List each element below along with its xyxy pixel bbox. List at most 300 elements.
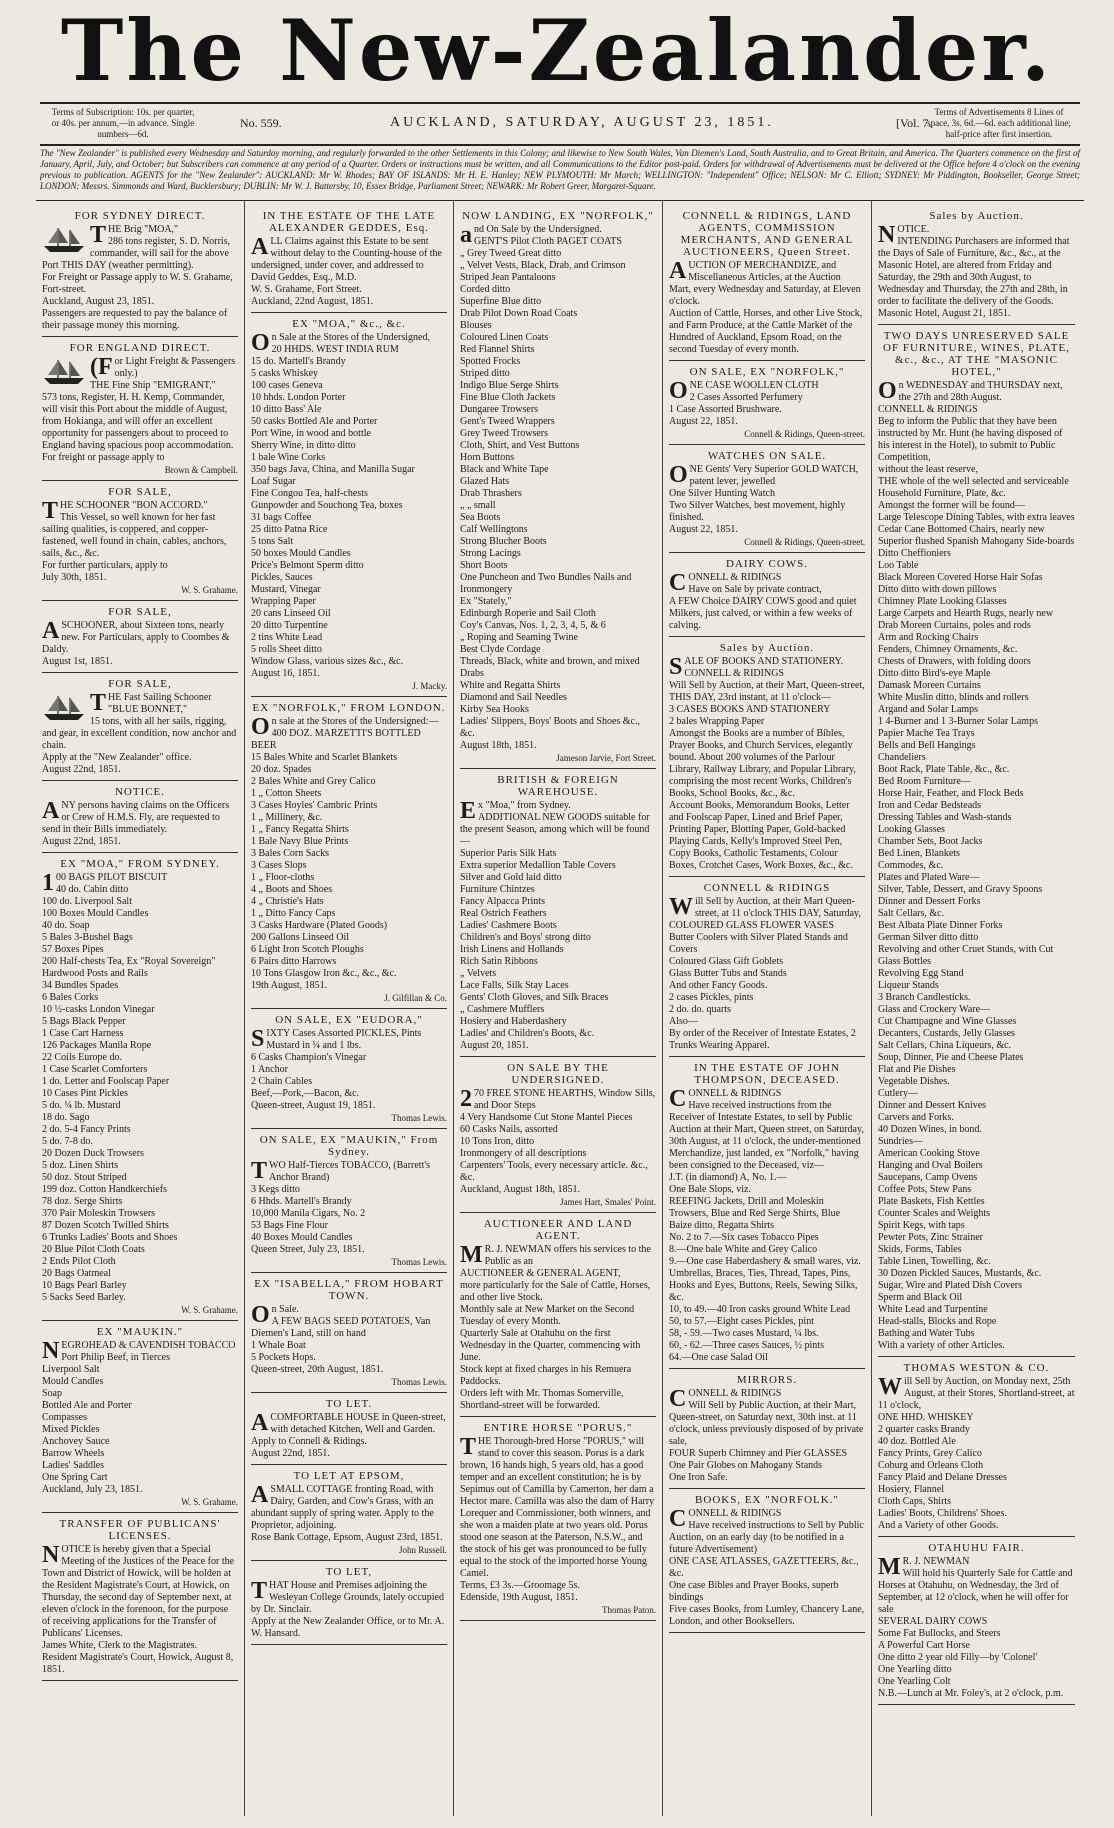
advertisement <box>460 1417 656 1621</box>
advertisement-line: ASCHOONER, about Sixteen tons, nearly new. For Particulars, apply to Coombes & Daldy. <box>42 618 230 655</box>
advertisement <box>251 1009 447 1129</box>
advertisement-line: Auckland, 22nd August, 1851. <box>251 296 374 307</box>
advertisement-line: 4 Very Handsome Cut Stone Mantel Pieces <box>460 1112 633 1123</box>
advertisement-heading: Sales by Auction. <box>929 210 1024 222</box>
advertisement-heading: WATCHES ON SALE. <box>707 450 827 462</box>
advertisement-heading: BOOKS, EX "NORFOLK." <box>695 1494 839 1506</box>
advertiser-signature: Connell & Ridings, Queen-street. <box>744 537 865 547</box>
advertisement-line: One Silver Hunting Watch <box>669 488 775 499</box>
advertisement-line: NOTICE is hereby given that a Special Meeting of the Justices of the Peace for the Town and District of Howick, will be holden at the Resident Magistrate's Court, at Howick, on Thursday, the second day of September next, at eleven o'clock in the forenoon, for the purpose of receiving applications for the Transfer of Publicans' Licenses. <box>42 1542 235 1639</box>
advertisement-line: Ex "Moa," from Sydney. <box>460 798 571 824</box>
advertisement-line: Fine Blue Cloth Jackets <box>460 392 556 403</box>
advertisement-line: 100 cases Geneva <box>251 380 323 391</box>
advertisement-heading: DAIRY COWS. <box>725 558 809 570</box>
advertiser-signature: W. S. Grahame. <box>181 585 238 595</box>
advertisement-line: 5 Bags Black Pepper <box>42 1016 126 1027</box>
advertisement-line: Ditto ditto with down pillows <box>878 584 997 595</box>
advertisement-line: Apply at the New Zealander Office, or to Mr. A. W. Hansard. <box>251 1616 445 1639</box>
advertisement-line: Account Books, Memorandum Books, Letter and Foolscap Paper, Lined and Brief Paper, Printing Paper, Blotting Paper, Gold-backed Playing Cards, Kelly's Improved Steel Pen, Copy Books, Catholic Testaments, Colour Boxes, Crotchet Cases, Work Boxes, &c., &c. <box>669 800 853 871</box>
advertisement <box>42 205 238 337</box>
advertisement-line: Hosiery, Flannel <box>878 1484 945 1495</box>
advertisement <box>878 205 1075 325</box>
advertisement-heading: MIRRORS. <box>736 1374 798 1386</box>
advertisement-line: A FEW BAGS SEED POTATOES, Van Diemen's Land, still on hand <box>251 1316 431 1339</box>
advertisement-line: Stock kept at fixed charges in his Remuera Paddocks. <box>460 1364 632 1387</box>
advertisement-heading: THOMAS WESTON & CO. <box>903 1362 1050 1374</box>
advertisement-line: 8.—One bale White and Grey Calico <box>669 1244 818 1255</box>
advertisement-line: SEVERAL DAIRY COWS <box>878 1616 988 1627</box>
issue-number: No. 559. <box>240 116 282 130</box>
advertisement-line: Vegetable Dishes. <box>878 1076 950 1087</box>
advertisement-line: Horse Hair, Feather, and Flock Beds <box>878 788 1024 799</box>
advertisement-line: 2 cases Pickles, pints <box>669 992 754 1003</box>
advertisement-line: Monthly sale at New Market on the Second Tuesday of every Month. <box>460 1304 635 1327</box>
advertisement-line: Will Sell by Auction, at their Mart, Queen-street, THIS DAY, 23rd instant, at 11 o'clock— <box>669 680 865 703</box>
advertisement-line: Dungaree Trowsers <box>460 404 539 415</box>
advertisement-line: ONE CASE WOOLLEN CLOTH <box>669 378 819 404</box>
advertisement <box>460 769 656 1057</box>
advertisement-line: NEGROHEAD & CAVENDISH TOBACCO <box>42 1338 236 1364</box>
advertisement-line: 57 Boxes Pipes <box>42 944 104 955</box>
advertisement-line: THE Thorough-bred Horse "PORUS," will stand to cover this season. Porus is a dark brown, 16 hands high, 5 years old, has a good temper and an excellent constitution; he is by Sepimus out of Camilla by Camerton, her dam a Hector mare. Camilla was also the dam of Harry Lorequer and Commissioner, both winners, and she won a maiden plate at two years old. Porus stood one season at the Paterson, N.S.W., and the stock of his get was pronounced to be fully equal to the stock of the imported horse Young Camel. <box>460 1434 655 1579</box>
advertisement-line: Diamond and Sail Needles <box>460 692 567 703</box>
advertisement-line: 350 bags Java, China, and Manilla Sugar <box>251 464 415 475</box>
advertisement-line: James White, Clerk to the Magistrates. <box>42 1640 198 1651</box>
advertisement-heading: FOR ENGLAND DIRECT. <box>69 342 211 354</box>
advertisement-line: One Pair Globes on Mahogany Stands <box>669 1460 823 1471</box>
advertisement-line: 50 casks Bottled Ale and Porter <box>251 416 378 427</box>
advertisement-line: Wrapping Paper <box>251 596 316 607</box>
advertisement-line: Commodes, &c. <box>878 860 944 871</box>
advertisement-line: 4 „ Boots and Shoes <box>251 884 333 895</box>
advertisement-line: Will Sell by Auction, on Monday next, 25th August, at their Stores, Shortland-street, at 11 o'clock, <box>878 1374 1075 1411</box>
advertisement-line: ONE CASE ATLASSES, GAZETTEERS, &c., &c. <box>669 1556 859 1579</box>
advertisement-line: 10 hhds. London Porter <box>251 392 346 403</box>
advertisement-line: 40 doz. Bottled Ale <box>878 1436 956 1447</box>
advertisement-line: 1 Case Assorted Brushware. <box>669 404 782 415</box>
advertisement-line: 3 Branch Candlesticks. <box>878 992 971 1003</box>
advertiser-signature: J. Macky. <box>412 681 447 691</box>
advertisement-line: ANY persons having claims on the Officers or Crew of H.M.S. Fly, are requested to send in their Bills immediately. <box>42 798 230 835</box>
advertisement-line: 18 do. Sago <box>42 1112 90 1123</box>
advertisement-line: Compasses <box>42 1412 87 1423</box>
advertisement-line: 10 Cases Pint Pickles <box>42 1088 128 1099</box>
advertisement-line: Ladies' Slippers, Boys' Boots and Shoes &c., &c. <box>460 716 640 739</box>
advertisement-line: Arm and Rocking Chairs <box>878 632 979 643</box>
advertisement-line: Will hold his Quarterly Sale for Cattle and Horses at Otahuhu, on Wednesday, the 3rd of September, at 12 o'clock, when he will offer for sale <box>878 1568 1073 1615</box>
subscription-terms: Terms of Subscription: 10s. per quarter, or 40s. per annum,—in advance. Single numbers—6d. <box>51 107 195 139</box>
advertisement-line: One Yearling Colt <box>878 1676 951 1687</box>
advertisement-line: ASMALL COTTAGE fronting Road, with Dairy, Garden, and Cow's Grass, with an abundant supply of spring water. Apply to the Proprietor, adjoining. <box>251 1482 434 1531</box>
advertisement-line: Have received instructions from the Receiver of Intestate Estates, to sell by Public Auction at their Mart, Queen street, on Saturday, 30th August, at 11 o'clock, the under-mentioned Merchandize, just landed, ex "Norfolk," having been consigned to the Deceased, viz— <box>669 1100 864 1171</box>
advertisement-line: AUCTION OF MERCHANDIZE, and Miscellaneous Articles, at the Auction Mart, every Wednesday and Saturday, at Eleven o'clock. <box>669 258 861 307</box>
advertisement <box>460 1057 656 1213</box>
advertisement-heading: ON SALE, EX "EUDORA," <box>275 1014 423 1026</box>
advertisement-line: Resident Magistrate's Court, Howick, August 8, 1851. <box>42 1652 234 1675</box>
advertisement-line: 20 Blue Pilot Cloth Coats <box>42 1244 145 1255</box>
advertisement-line: Dinner and Dessert Knives <box>878 1100 987 1111</box>
advertisement-line: 6 Hhds. Martell's Brandy <box>251 1196 352 1207</box>
advertisement-line: For further particulars, apply to <box>42 560 168 571</box>
advertisement-line: 64.—One case Salad Oil <box>669 1352 768 1363</box>
advertisement-line: Striped ditto <box>460 368 510 379</box>
advertisement-line: Mixed Pickles <box>42 1424 100 1435</box>
advertisement <box>251 205 447 313</box>
advertisement-heading: EX "NORFOLK," FROM LONDON. <box>252 702 446 714</box>
advertisement-line: Lace Falls, Silk Stay Laces <box>460 980 569 991</box>
advertisement-line: Some Fat Bullocks, and Steers <box>878 1628 1001 1639</box>
volume-number: [Vol. 7. <box>896 116 932 130</box>
advertisement-line: 126 Packages Manila Rope <box>42 1040 152 1051</box>
advertisement-line: GENT'S Pilot Cloth PAGET COATS <box>474 236 622 247</box>
advertisement-line: 5 Sacks Seed Barley. <box>42 1292 126 1303</box>
advertisement-line: 2 Chain Cables <box>251 1076 313 1087</box>
advertisement-line: 100 Boxes Mould Candles <box>42 908 149 919</box>
advertisement-line: Coburg and Orleans Cloth <box>878 1460 984 1471</box>
advertisement-line: Boot Rack, Plate Table, &c., &c. <box>878 764 1010 775</box>
advertisement-line: On Sale. <box>251 1302 299 1328</box>
advertisement-line: Window Glass, various sizes &c., &c. <box>251 656 404 667</box>
advertisement-line: Sherry Wine, in ditto ditto <box>251 440 356 451</box>
advertisement-line: Sea Boots <box>460 512 501 523</box>
advertisement-line: Price's Belmont Sperm ditto <box>251 560 364 571</box>
advertisement-line: 2 Bales White and Grey Calico <box>251 776 376 787</box>
newspaper-title: The New-Zealander. <box>60 1 1054 100</box>
advertisement-line: Revolving Egg Stand <box>878 968 964 979</box>
advertisement-line: CONNELL & RIDINGS <box>669 1086 782 1112</box>
advertisement <box>460 205 656 769</box>
advertisement-line: August 22nd, 1851. <box>42 836 121 847</box>
advertisement-line: 20 HHDS. WEST INDIA RUM <box>271 344 399 355</box>
advertisement-line: Coloured Linen Coats <box>460 332 549 343</box>
advertisement-line: August 22, 1851. <box>669 524 738 535</box>
advertisement-line: Bathing and Water Tubs <box>878 1328 975 1339</box>
advertisement-line: August 22nd, 1851. <box>42 764 121 775</box>
dateline: AUCKLAND, SATURDAY, AUGUST 23, 1851. <box>390 115 774 130</box>
advertisement-line: 40 Boxes Mould Candles <box>251 1232 353 1243</box>
advertisement-line: CONNELL & RIDINGS <box>669 1506 782 1532</box>
advertisement-heading: EX "ISABELLA," FROM HOBART TOWN. <box>254 1278 444 1302</box>
advertisement <box>669 553 865 637</box>
advertisement-line: COLOURED GLASS FLOWER VASES <box>669 920 834 931</box>
advertiser-signature: Thomas Lewis. <box>391 1377 447 1387</box>
advertisement-line: 1 4-Burner and 1 3-Burner Solar Lamps <box>878 716 1038 727</box>
advertisement-line: 20 Dozen Duck Trowsers <box>42 1148 144 1159</box>
ship-icon <box>42 694 86 722</box>
advertisement-line: Large Telescope Dining Tables, with extra leaves <box>878 512 1075 523</box>
advertisement-line: Dressing Tables and Wash-stands <box>878 812 1012 823</box>
advertisement-line: Will Sell by Public Auction, at their Mart, Queen-street, on Saturday next, 30th inst. at 11 o'clock, unless previously disposed of by private sale, <box>669 1400 864 1447</box>
advertisement-line: Gent's Tweed Wrappers <box>460 416 555 427</box>
advertiser-signature: Thomas Paton. <box>602 1605 656 1615</box>
advertisement-line: Black Moreen Covered Horse Hair Sofas <box>878 572 1043 583</box>
advertisement-line: 5 doz. Linen Shirts <box>42 1160 119 1171</box>
advertisement-line: 199 doz. Cotton Handkerchiefs <box>42 1184 167 1195</box>
advertisement-line: Rich Satin Ribbons <box>460 956 538 967</box>
advertisement-line: SALE OF BOOKS AND STATIONERY. <box>669 654 844 680</box>
advertisement-line: Bed Linen, Blankets <box>878 848 960 859</box>
advertisement-line: Fancy Alpacca Prints <box>460 896 545 907</box>
advertisement-line: 20 Bags Oatmeal <box>42 1268 111 1279</box>
advertisement-line: 1 „ Fancy Regatta Shirts <box>251 824 349 835</box>
advertisement-line: 3 CASES BOOKS AND STATIONERY <box>669 704 831 715</box>
advertisement-line: „ Velvets <box>460 968 497 979</box>
advertisement-line: Extra superior Medallion Table Covers <box>460 860 616 871</box>
advertisement-line: Superior Paris Silk Hats <box>460 848 557 859</box>
advertisement-line: Soap <box>42 1388 62 1399</box>
advertisement-heading: Sales by Auction. <box>719 642 815 654</box>
advertisement-line: Drab Pilot Down Road Coats <box>460 308 578 319</box>
advertisement-line: Cloth, Shirt, and Vest Buttons <box>460 440 580 451</box>
advertiser-signature: Connell & Ridings, Queen-street. <box>744 429 865 439</box>
advertisement-line: NOTICE. <box>878 222 930 248</box>
advertisement-heading: TO LET. <box>325 1398 373 1410</box>
advertisement-line: ONE Gents' Very Superior GOLD WATCH, patent lever, jewelled <box>669 462 859 488</box>
advertisement-line: 2 quarter casks Brandy <box>878 1424 970 1435</box>
advertisement-line: One ditto 2 year old Filly—by 'Colonel' <box>878 1652 1038 1663</box>
advertisement-line: and On Sale by the Undersigned. <box>460 222 602 248</box>
advertisement-line: without the least reserve, <box>878 464 978 475</box>
advertisement-line: 22 Coils Europe do. <box>42 1052 122 1063</box>
advertisement-line: Passengers are requested to pay the balance of their passage money this morning. <box>42 308 228 331</box>
advertisement-line: 10,000 Manila Cigars, No. 2 <box>251 1208 366 1219</box>
advertisement-line: By order of the Receiver of Intestate Estates, 2 Trunks Wearing Apparel. <box>669 1028 856 1051</box>
advertisement-line: 1 „ Cotton Sheets <box>251 788 322 799</box>
advertisement-line: Two Silver Watches, best movement, highly finished. <box>669 500 846 523</box>
advertisement-heading: AUCTIONEER AND LAND AGENT. <box>483 1218 633 1242</box>
advertisement-line: Five cases Books, from Lumley, Chancery Lane, London, and other Booksellers. <box>669 1604 865 1627</box>
advertisement-line: 200 Gallons Linseed Oil <box>251 932 350 943</box>
advertisement <box>251 1465 447 1561</box>
advertisement-heading: CONNELL & RIDINGS <box>703 882 831 894</box>
advertisement-line: Queen-street, 20th August, 1851. <box>251 1364 384 1375</box>
advertisement-line: REEFING Jackets, Drill and Moleskin Trowsers, Blue and Red Serge Shirts, Blue Baize ditto, Regatta Shirts <box>669 1196 841 1231</box>
advertisement-line: AUCTIONEER & GENERAL AGENT, <box>460 1268 621 1279</box>
advertisement-line: 286 tons register, S. D. Norris, commander, will sail for the above Port THIS DAY (weather permitting). <box>42 236 231 271</box>
advertisement-line: Saucepans, Camp Ovens <box>878 1172 978 1183</box>
advertiser-signature: Jameson Jarvie, Fort Street. <box>556 753 656 763</box>
advertisement-line: 1 bale Wine Corks <box>251 452 326 463</box>
advertisement-line: 6 Trunks Ladies' Boots and Shoes <box>42 1232 178 1243</box>
advertisement-heading: ON SALE, EX "MAUKIN," From Sydney. <box>259 1134 439 1158</box>
advertisement-line: Orders left with Mr. Thomas Somerville, Shortland-street will be forwarded. <box>460 1388 624 1411</box>
info-bar <box>40 102 1080 146</box>
advertisement-line: A FEW Choice DAIRY COWS good and quiet Milkers, just calved, or within a few weeks of calving. <box>669 596 857 631</box>
advertisement-line: Queen Street, July 23, 1851. <box>251 1244 365 1255</box>
advertisement-heading: TO LET, <box>325 1566 373 1578</box>
advertisement <box>878 1357 1075 1537</box>
advertisement-heading: EX "MAUKIN." <box>96 1326 184 1338</box>
advertisement-line: 3 Kegs ditto <box>251 1184 300 1195</box>
advertisement-line: 2 tins White Lead <box>251 632 323 643</box>
advertisement-line: 40 do. Cabin ditto <box>56 884 129 895</box>
advertisement-line: 10 Tons Iron, ditto <box>460 1136 535 1147</box>
advertisement-line: Ironmongery of all descriptions <box>460 1148 587 1159</box>
advertisement-line: Glazed Hats <box>460 476 510 487</box>
advertisement-line: 1 Bale Navy Blue Prints <box>251 836 349 847</box>
advertisement-line: Barrow Wheels <box>42 1448 105 1459</box>
advertisement-line: 58, - 59.—Two cases Mustard, ¼ lbs. <box>669 1328 819 1339</box>
advertisement <box>669 445 865 553</box>
ship-icon <box>42 226 86 254</box>
advertisement-line: 10 ½-casks London Vinegar <box>42 1004 155 1015</box>
advertisement-line: Coffee Pots, Stew Pans <box>878 1184 972 1195</box>
advertisement-line: 30 Dozen Pickled Sauces, Mustards, &c. <box>878 1268 1042 1279</box>
advertisement-line: CONNELL & RIDINGS <box>669 1386 782 1412</box>
advertisement <box>251 1273 447 1393</box>
advertisement-line: One Iron Safe. <box>669 1472 728 1483</box>
advertisement-line: On WEDNESDAY and THURSDAY next, the 27th and 28th August. <box>878 378 1063 404</box>
advertisement-heading: EX "MOA," FROM SYDNEY. <box>60 858 220 870</box>
column-5 <box>872 201 1081 1816</box>
advertisement-line: 53 Bags Fine Flour <box>251 1220 328 1231</box>
advertisement-line: White Lead and Turpentine <box>878 1304 988 1315</box>
advertisement-heading: OTAHUHU FAIR. <box>928 1542 1025 1554</box>
advertisement-line: Damask Moreen Curtains <box>878 680 981 691</box>
advertisement <box>251 313 447 697</box>
advertisement-line: Port Wine, in wood and bottle <box>251 428 371 439</box>
advertisement <box>251 1393 447 1465</box>
advertisement-line: 10 Bags Pearl Barley <box>42 1280 127 1291</box>
advertisement-line: For freight or passage apply to <box>42 452 165 463</box>
advertisement <box>669 877 865 1057</box>
advertisement-line: 50 boxes Mould Candles <box>251 548 351 559</box>
advertisement-line: Have on Sale by private contract, <box>688 584 822 595</box>
advertisement-line: Red Flannel Shirts <box>460 344 535 355</box>
advertisement-line: „ Cashmere Mufflers <box>460 1004 545 1015</box>
advertisement-line: Cutlery— <box>878 1088 918 1099</box>
advertisement <box>251 1129 447 1273</box>
advertisement-line: 2 do. do. quarts <box>669 1004 731 1015</box>
advertisement <box>251 697 447 1009</box>
advertisement-line: August 22, 1851. <box>669 416 738 427</box>
advertisement-line: 19th August, 1851. <box>251 980 328 991</box>
advertisement-line: One Yearling ditto <box>878 1664 952 1675</box>
advertiser-signature: John Russell. <box>398 1545 447 1555</box>
advertisement-line: N.B.—Lunch at Mr. Foley's, at 2 o'clock, p.m. <box>878 1688 1064 1699</box>
advertisement-line: August 1st, 1851. <box>42 656 113 667</box>
advertisement-line: Auckland, August 18th, 1851. <box>460 1184 580 1195</box>
advertisement <box>42 1513 238 1681</box>
advertisement-line: Chimney Plate Looking Glasses <box>878 596 1007 607</box>
advertisement-line: Glass and Crockery Ware— <box>878 1004 991 1015</box>
advertisement-line: „ Velvet Vests, Black, Drab, and Crimson <box>460 260 626 271</box>
advertisement-line: 3 Casks Hardware (Plated Goods) <box>251 920 388 931</box>
advertisement-line: THE Brig "MOA," <box>90 222 179 248</box>
advertisement-heading: TWO DAYS UNRESERVED SALE OF FURNITURE, WINES, PLATE, &c., &c., AT THE "MASONIC HOTEL," <box>883 330 1070 378</box>
advertisement-line: ADDITIONAL NEW GOODS suitable for the present Season, among which will be found— <box>460 812 650 847</box>
advertisement-line: CONNELL & RIDINGS <box>684 668 784 679</box>
advertisement-line: 5 do. ¼ lb. Mustard <box>42 1100 121 1111</box>
advertisement-line: Dinner and Dessert Forks <box>878 896 981 907</box>
advertisement-line: White Muslin ditto, blinds and rollers <box>878 692 1029 703</box>
advertisement-line: Sperm and Black Oil <box>878 1292 963 1303</box>
advertisement-line: And other Fancy Goods. <box>669 980 768 991</box>
advertisement-line: 10 Tons Glasgow Iron &c., &c., &c. <box>251 968 397 979</box>
advertisement-line: 20 cans Linseed Oil <box>251 608 331 619</box>
advertisement-line: Rose Bank Cottage, Epsom, August 23rd, 1851. <box>251 1532 443 1543</box>
advertisement-line: Sugar, Wire and Plated Dish Covers <box>878 1280 1022 1291</box>
advertisement-line: FOUR Superb Chimney and Pier GLASSES <box>669 1448 848 1459</box>
advertisement-line: THE Fine Ship "EMIGRANT," <box>90 380 216 391</box>
advertisement-line: Fancy Prints, Grey Calico <box>878 1448 982 1459</box>
advertisement-line: Indigo Blue Serge Shirts <box>460 380 559 391</box>
advertisement-line: 3 Cases Slops <box>251 860 307 871</box>
advertisement-heading: IN THE ESTATE OF JOHN THOMPSON, DECEASED. <box>694 1062 840 1086</box>
advertisement-line: Ladies' Cashmere Boots <box>460 920 557 931</box>
advertisement-line: Best Clyde Cordage <box>460 644 541 655</box>
advertisement-line: Papier Mache Tea Trays <box>878 728 975 739</box>
advertisement-line: Auckland, July 23, 1851. <box>42 1484 143 1495</box>
advertiser-signature: J. Gilfillan & Co. <box>384 993 447 1003</box>
advertisement-line: One case Bibles and Prayer Books, superb bindings <box>669 1580 839 1603</box>
advertisement-terms: Terms of Advertisements 8 Lines of space, 3s. 6d.—6d. each additional line; half-price after first insertion. <box>927 107 1071 139</box>
advertisement-columns <box>36 200 1084 1816</box>
advertisement-line: Will Sell by Auction, at their Mart Queen-street, at 11 o'clock THIS DAY, Saturday, <box>669 894 861 920</box>
advertisement-line: Cedar Cane Bottomed Chairs, nearly new <box>878 524 1045 535</box>
advertisement-line: 3 Bales Corn Sacks <box>251 848 330 859</box>
advertisement-heading: BRITISH & FOREIGN WAREHOUSE. <box>497 774 619 798</box>
advertisement-line: Black and White Tape <box>460 464 549 475</box>
advertisement-line: Anchovey Sauce <box>42 1436 110 1447</box>
advertisement-line: 78 doz. Serge Shirts <box>42 1196 123 1207</box>
advertiser-signature: Thomas Lewis. <box>391 1257 447 1267</box>
advertisement-heading: TO LET AT EPSOM, <box>293 1470 405 1482</box>
advertisement-line: 2 do. 5-4 Fancy Prints <box>42 1124 131 1135</box>
advertisement-line: THAT House and Premises adjoining the Wesleyan College Grounds, lately occupied by Dr. Sinclair. <box>251 1578 444 1615</box>
advertisement <box>669 1489 865 1633</box>
advertisement-line: Auction of Cattle, Horses, and other Live Stock, and Farm Produce, at the Cattle Market of the Hundred of Auckland, Epsom Road, on the second Tuesday of every month. <box>669 308 863 355</box>
advertisement-line: 1 „ Ditto Fancy Caps <box>251 908 336 919</box>
advertisement-line: Silver and Gold laid ditto <box>460 872 562 883</box>
advertisement-line: Drab Moreen Curtains, poles and rods <box>878 620 1031 631</box>
advertisement-line: Horn Buttons <box>460 452 515 463</box>
advertisement-line: more particularly for the Sale of Cattle, Horses, and other live Stock. <box>460 1280 651 1303</box>
advertisement-heading: TRANSFER OF PUBLICANS' LICENSES. <box>59 1518 221 1542</box>
advertisement-line: Amongst the former will be found— <box>878 500 1025 511</box>
advertisement-line: Quarterly Sale at Otahuhu on the first Wednesday in the Quarter, commencing with June. <box>460 1328 641 1363</box>
advertisement-line: 40 do. Soap <box>42 920 90 931</box>
column-1 <box>36 201 245 1816</box>
advertisement-line: Gunpowder and Souchong Tea, boxes <box>251 500 403 511</box>
advertisement-line: 100 do. Liverpool Salt <box>42 896 132 907</box>
advertisement-line: Table Linen, Towelling, &c. <box>878 1256 991 1267</box>
advertisement-line: 3 Cases Hoyles' Cambric Prints <box>251 800 378 811</box>
advertisement-line: Apply at the "New Zealander" office. <box>42 752 192 763</box>
advertisement-line: Cloth Caps, Shirts <box>878 1496 952 1507</box>
advertisement-line: J.T. (in diamond) A, No. 1.— <box>669 1172 787 1183</box>
advertisement-line: Mustard, Vinegar <box>251 584 321 595</box>
advertisement-line: Ditto Cheffioniers <box>878 548 951 559</box>
advertisement-line: 50, to 57.—Eight cases Pickles, pint <box>669 1316 814 1327</box>
advertisement-heading: FOR SALE, <box>108 606 172 618</box>
advertisement-line: Corded ditto <box>460 284 511 295</box>
advertisement-heading: FOR SALE, <box>108 486 172 498</box>
advertisement-line: Fancy Plaid and Delane Dresses <box>878 1472 1007 1483</box>
advertisement-heading: ENTIRE HORSE "PORUS." <box>483 1422 633 1434</box>
advertisement-line: INTENDING Purchasers are informed that the Days of Sale of Furniture, &c., &c., at the Masonic Hotel, are altered from Friday and Saturday, the 29th and 30th August, to Wednesday and Thursday, the 27th and 28th, in order to facilitate the delivery of the Goods. <box>878 236 1070 307</box>
advertisement-line: 573 tons, Register, H. H. Kemp, Commander, will visit this Port about the middle of August, from Hokianga, and will offer an excellent opportunity for passengers about to proceed to England having spacious poop accommodation. <box>42 392 234 451</box>
advertisement-line: 1 „ Millinery, &c. <box>251 812 323 823</box>
advertisement-line: Ladies' Boots, Childrens' Shoes. <box>878 1508 1007 1519</box>
advertisement <box>42 781 238 853</box>
advertisement-line: Mould Candles <box>42 1376 104 1387</box>
column-4 <box>663 201 872 1816</box>
advertisement-line: 4 „ Christie's Hats <box>251 896 324 907</box>
advertisement-line: 15 Bales White and Scarlet Blankets <box>251 752 398 763</box>
advertisement-line: 60, - 62.—Three cases Sauces, ½ pints <box>669 1340 824 1351</box>
advertisement-line: Real Ostrich Feathers <box>460 908 547 919</box>
